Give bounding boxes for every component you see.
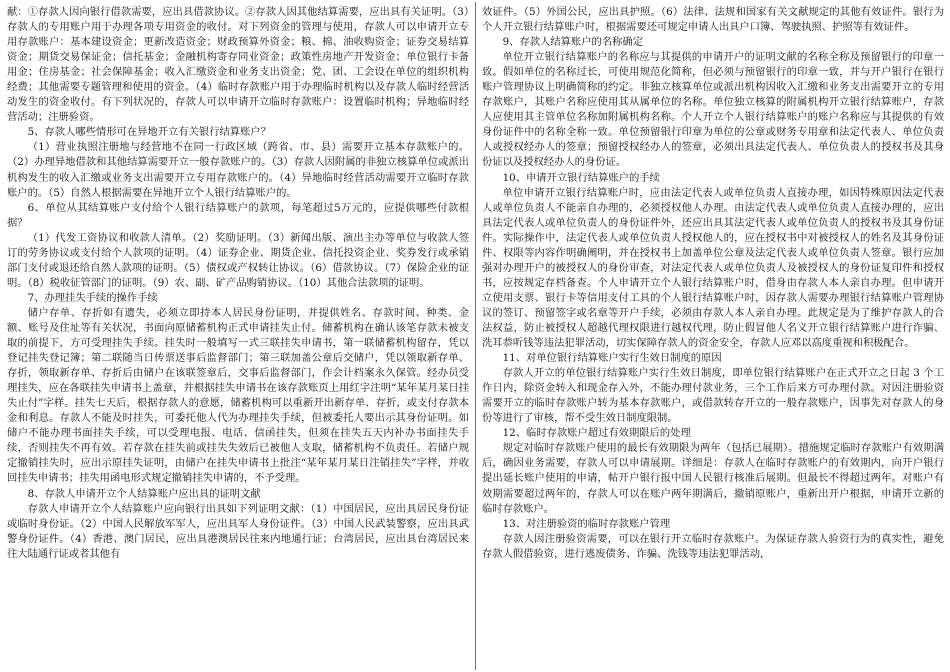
section-heading: 10、申请开立银行结算账户的手续 xyxy=(502,171,660,184)
section-heading: 13、对注册验资的临时存款账户管理 xyxy=(502,517,671,530)
section-heading: 5、存款人哪些情形可在异地开立有关银行结算账户？ xyxy=(27,126,271,139)
paragraph: 存款人申请开立个人结算账户应向银行出具如下列证明文献：（1）中国居民，应出具居民身份证或临时身份证。（2）中国人民解放军军人，应出具军人身份证件。（3）中国人民武装警察，应出具武警身份证件。（4）香港、澳门居民，应出具港澳居民往来内地通行证；台湾居民，应出具台湾居民来往大陆通行证或者其他有 xyxy=(7,502,469,560)
section-heading: 6、单位从其结算账户支付给个人银行结算账户的款项，每笔超过5万元的，应提供哪些付款根据？ xyxy=(7,201,469,229)
paragraph: 存款人开立的单位银行结算账户实行生效日制度，即单位银行结算账户在正式开立之日起 3 个工作日内，除资金转入和现金存入外，不能办理付款业务，三个工作后来方可办理付款。对因注册验资需要开立的临时存款账户转为基本存款账户，或借款转存开立的一般存款账户，因事先对存款人的身份等进行了审核，帮不受生效日制度限制。 xyxy=(482,367,944,425)
section-heading: 9、存款人结算账户的名称确定 xyxy=(502,36,644,49)
column-divider xyxy=(475,2,476,670)
section-heading: 8、存款人申请开立个人结算账户应出具的证明文献 xyxy=(27,487,261,500)
paragraph: 献：①存款人因向银行借款需要，应出具借款协议。②存款人因其他结算需要，应出具有关证明。（3）存款人的专用账户用于办理各项专用资金的收付。对下列资金的管理与使用，存款人可以申请开立专用存款账户：基本建设资金；更新改造资金；财政预算外资金；粮、棉、油收购资金；证券交易结算资金；期货交易保证金；信托基金；金融机构寄存同业资金；政策性房地产开发资金；单位银行卡备用金；住房基金；社会保障基金；收入汇缴资金和业务支出资金；党、团、工会设在单位的组织机构经费；其他需要专题管理和使用的资金。（4）临时存款账户用于办理临时机构以及存款人临时经营活动发生的资金收付。有下列状况的，存款人可以申请开立临时存款账户：设置临时机构；异地临时经营活动；注册验资。 xyxy=(7,6,469,124)
paragraph: （1）代发工资协议和收款人清单。（2）奖励证明。（3）新闻出版、演出主办等单位与收款人签订的劳务协议或支付给个人款项的证明。（4）证券企业、期货企业、信托投资企业、奖券发行或承销部门支付或退还给自然人款项的证明。（5）债权或产权转让协议。（6）借款协议。（7）保险企业的证明。（8）税收征管部门的证明。（9）农、副、矿产品购销协议。（10）其他合法款项的证明。 xyxy=(7,231,469,289)
paragraph: （1）营业执照注册地与经营地不在同一行政区域（跨省、市、县）需要开立基本存款账户的。（2）办理异地借款和其他结算需要开立一般存款账户的。（3）存款人因附属的非独立核算单位或派出机构发生的收入汇缴或业务支出需要开立专用存款账户的。（4）异地临时经营活动需要开立临时存款账户的。（5）自然人根据需要在异地开立个人银行结算账户的。 xyxy=(7,141,469,199)
paragraph: 规定对临时存款账户使用的最长有效期限为两年（包括已展期）。措施规定临时存款账户有效期满后，确因业务需要，存款人可以申请展期。详细是：存款人在临时存款账户的有效期内，向开户银行提出延长账户使用的申请，帖开户银行报中国人民银行核准后展期。但最长不得超过两年。对账户有效期需要超过两年的，存款人可以在账户两年期满后，撤销原账户，重新出开户根据，申请开立新的临时存款账户。 xyxy=(482,442,944,515)
right-column xyxy=(482,5,944,667)
paragraph: 单位开立银行结算账户的名称应与其提供的申请开户的证明文献的名称全称及预留银行的印章一致。假如单位的名称过长，可使用规范化简称，但必须与预留银行的印章一致，并与开户银行在银行账户管理协议上明确简称的约定。非独立核算单位或派出机构因收入汇缴和业务支出需要开立的专用存款账户，其账户名称应使用其从属单位的名称。单位独立核算的附属机构开立银行结算账户，存款人应使用其主管单位名称加附属机构名称。个人开立个人银行结算账户的账户名称应与其提供的有效身份证件中的名称全称一致。单位预留银行印章为单位的公章或财务专用章和法定代表人、单位负责人或授权经办人的签章；预留授权经办人的签章，必须出具法定代表人、单位负责人的授权书及其身份证以及授权经办人的身份证。 xyxy=(482,51,944,169)
left-column xyxy=(7,5,469,667)
section-heading: 12、临时存款账户超过有效期限后的处理 xyxy=(502,427,691,440)
section-heading: 11、对单位银行结算账户实行生效日制度的原因 xyxy=(502,352,722,365)
section-heading: 7、办理挂失手续的操作手续 xyxy=(27,291,158,304)
paragraph: 效证件。（5）外国公民，应出具护照。（6）法律、法规和国家有关文献规定的其他有效证件。银行为个人开立银行结算账户时，根据需要还可规定申请人出具户口簿、驾驶执照、护照等有效证件。 xyxy=(482,6,944,34)
paragraph: 存款人因注册验资需要，可以在银行开立临时存款账户。为保证存款人验资行为的真实性，避免存款人假借验资，进行逃废债务、诈骗、洗钱等违法犯罪活动， xyxy=(482,532,944,560)
paragraph: 单位申请开立银行结算账户时，应由法定代表人或单位负责人直接办理，如因特殊原因法定代表人或单位负责人不能亲自办理的，必须授权他人办理。由法定代表人或单位负责人直接办理的，应出具法定代表人或单位负责人的身份证件外，还应出具其法定代表人或单位负责人的授权书及其身份证件。实际操作中，法定代表人或单位负责人授权他人的，应在授权书中对被授权人的姓名及其身份证件、权限等内容作明确阐明，并在授权书上加盖单位公章及法定代表人或单位负责人签章。银行应加强对办理开户的被授权人的身份审查，对法定代表人或单位负责人及被授权人的身份证复印件和授权书，应按规定存档备查。个人申请开立个人银行结算账户时，借身由存款人本人亲自办理。但申请开立使用支票、银行卡等信用支付工具的个人银行结算账户时，因存款人需要办理银行结算账户管理协议的签订、预留签字或名章等开户手续，必须由存款人本人亲自办理。此规定是为了维护存款人的合法权益，防止被授权人超越代理权限进行越权代理，防止假冒他人名义开立银行结算账户进行诈骗、洗耳恭听钱等违法犯罪活动，切实保障存款人的资金安全，存款人应邓以高度重视和积极配合。 xyxy=(482,186,944,350)
paragraph: 储户存单、存折如有遗失，必须立即持本人居民身份证明，并提供姓名、存款时间、种类、金额、账号及住址等有关状况，书面向原储蓄机构正式申请挂失止付。储蓄机构在确认该笔存款未被支取的前提下，方可受理挂失手续。挂失时一般填写一式三联挂失申请书，第一联储蓄机构留存，凭以登记挂失登记簿；第二联随当日传票送事后监督部门；第三联加盖公章后交储户，凭以领取新存单、存折，领取新存单、存折后由储户在该联签章后，交事后监督部门，作会计档案永久保管。经办员受理挂失，应在各联挂失申请书上盖章，并根据挂失申请书在该存款账页上用红字注明“某年某月某日挂失止付”字样。挂失七天后，根据存款人的意愿，储蓄机构可以重新开出新存单、存折，或支付存款本金和利息。存款人不能及时挂失，可委托他人代为办理挂失手续，但被委托人要出示其身份证明。如储户不能办理书面挂失手续，可以受理电报、电话、信函挂失，但须在挂失五天内补办书面挂失手续，否则挂失不再有效。若存款在挂失前或挂失失效后已被他人支取，储蓄机构不负责任。若储户规定撤销挂失时，应出示原挂失证明，由储户在挂失申请书上批注“某年某月某日注销挂失”字样，并收回挂失申请书；挂失用函电形式规定撤销挂失申请的，不予受理。 xyxy=(7,306,469,485)
